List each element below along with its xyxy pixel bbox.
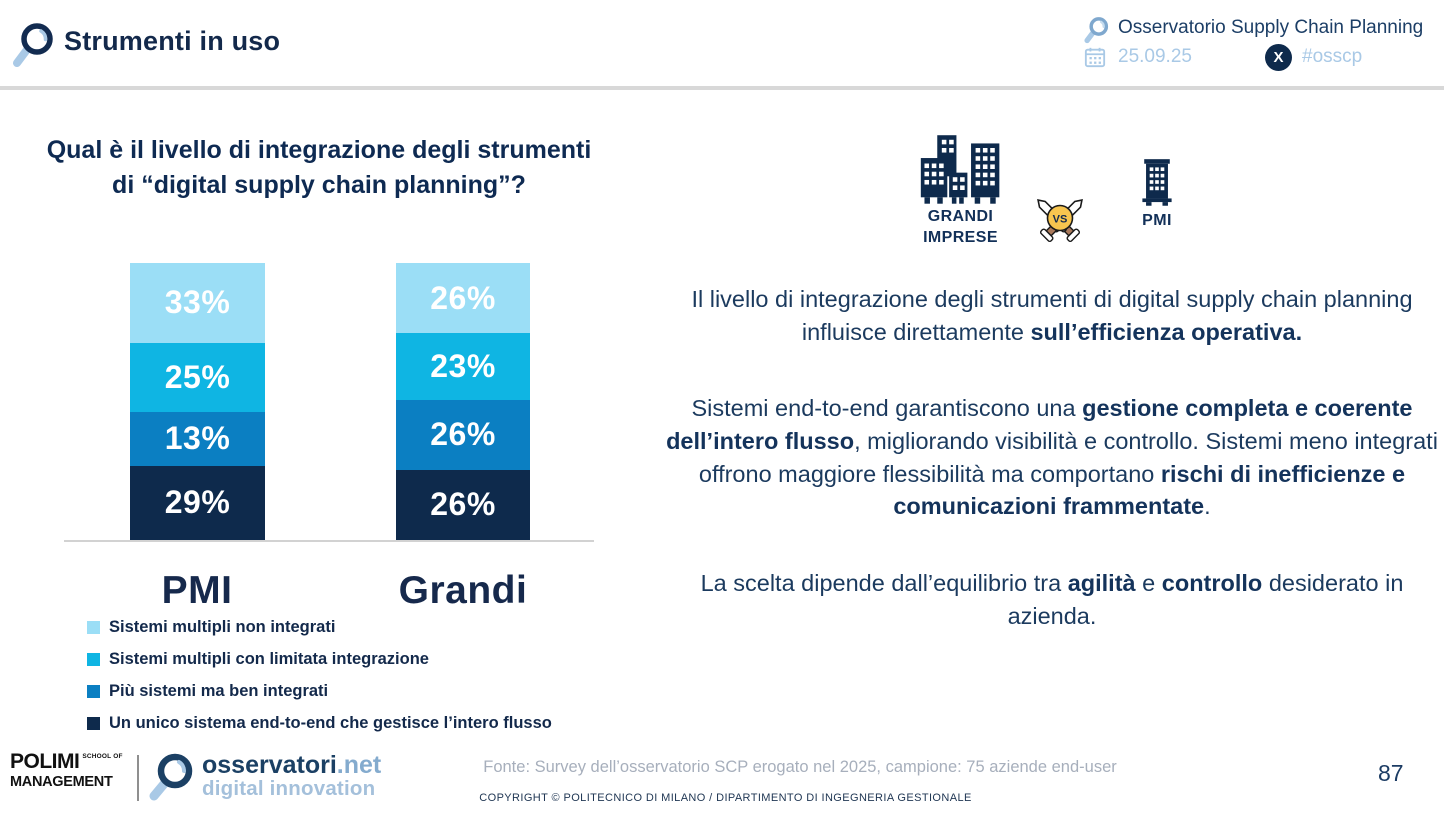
insight-bold-text: agilità [1067,569,1136,596]
legend-label: Sistemi multipli non integrati [109,617,336,636]
header-divider [0,86,1444,90]
legend-swatch [87,717,100,730]
chart-baseline [64,540,594,542]
legend-item [87,649,552,669]
insight-bold-text: sull’efficienza operativa. [1030,318,1303,345]
insight-text: e [1135,569,1162,596]
bar-segment-value: 26% [430,416,496,453]
legend-label: Un unico sistema end-to-end che gestisce l’intero flusso [109,713,552,732]
bar-segment [396,263,530,333]
osservatori-net-logo-icon [148,751,198,801]
vs-crossed-swords-icon [1028,192,1092,252]
bar-segment [396,400,530,470]
sme-building-icon [1136,156,1178,208]
bar-segment-value: 25% [164,358,231,395]
insight-bold-text: rischi di inefficienze e comunicazioni frammentate [893,460,1406,520]
insight-text: Sistemi end-to-end garantiscono una [691,395,1083,422]
bar-segment [396,333,530,399]
event-hashtag: #osscp [1302,46,1363,67]
copyright-note: COPYRIGHT © POLITECNICO DI MILANO / DIPARTIMENTO DI INGEGNERIA GESTIONALE [479,792,972,804]
bar-segment-value: 33% [164,284,231,321]
large-companies-label: GRANDI IMPRESE [923,208,998,246]
bar-segment-value: 29% [164,484,231,521]
category-label-grandi: Grandi [398,569,528,612]
insight-text: Il livello di integrazione degli strumenti di digital supply chain planning influisce direttamente [691,286,1413,345]
legend-label: Sistemi multipli con limitata integrazione [109,649,429,668]
insight-text: , migliorando visibilità e controllo. Sistemi meno integrati offrono maggiore flessibilità ma comportano [698,427,1438,487]
insight-paragraph [666,392,1438,523]
category-label-pmi: PMI [161,569,233,612]
source-note: Fonte: Survey dell’osservatorio SCP erogato nel 2025, campione: 75 aziende end-user [483,758,1117,776]
chart-legend [87,617,552,745]
stacked-bar-pmi [130,263,265,540]
insight-text: La scelta dipende dall’equilibrio tra [700,569,1068,596]
event-date: 25.09.25 [1118,46,1192,67]
page-title: Strumenti in uso [64,26,281,56]
stacked-bar-grandi [396,263,530,540]
insight-paragraph [666,283,1438,348]
x-twitter-icon: X [1265,44,1292,71]
bar-segment [130,263,265,343]
polimi-logo-text: POLIMI [10,750,80,773]
polimi-school-of-text: SCHOOL OF [82,753,123,760]
insight-bold-text: gestione completa e coerente dell’intero flusso [666,395,1413,454]
bar-segment [130,343,265,412]
calendar-icon [1084,46,1106,68]
insight-bold-text: controllo [1161,569,1263,596]
insight-text: desiderato in azienda. [1007,569,1404,629]
page-number: 87 [1378,760,1404,786]
sme-label: PMI [1142,212,1172,229]
osservatori-brand-text: osservatori [202,751,337,779]
vs-label: VS [1052,213,1068,226]
legend-item [87,713,552,733]
bar-segment-value: 23% [430,347,496,384]
legend-swatch [87,685,100,698]
observatory-magnifier-icon [1084,16,1110,44]
polimi-som-logo [10,751,123,790]
chart-question-title: Qual è il livello di integrazione degli strumenti di “digital supply chain planning”? [46,136,592,199]
bar-segment [396,470,530,540]
osservatori-tld-text: .net [336,751,382,779]
insight-text-block [666,283,1438,676]
footer-divider [137,755,139,801]
bar-segment-value: 13% [164,420,231,457]
digital-innovation-text: digital innovation [202,777,376,801]
bar-segment-value: 26% [430,486,496,523]
large-companies-buildings-icon [919,132,1003,206]
legend-label: Più sistemi ma ben integrati [109,681,329,700]
bar-segment [130,412,265,466]
insight-text: . [1204,493,1211,520]
observatory-name: Osservatorio Supply Chain Planning [1118,17,1424,38]
legend-swatch [87,621,100,634]
osservatori-net-logo-text [202,752,381,800]
insight-paragraph [666,567,1438,632]
legend-swatch [87,653,100,666]
legend-item [87,681,552,701]
bar-segment [130,466,265,540]
legend-item [87,617,552,637]
osservatori-magnifier-icon [12,21,56,69]
bar-segment-value: 26% [430,279,496,316]
polimi-management-text: MANAGEMENT [10,774,113,790]
